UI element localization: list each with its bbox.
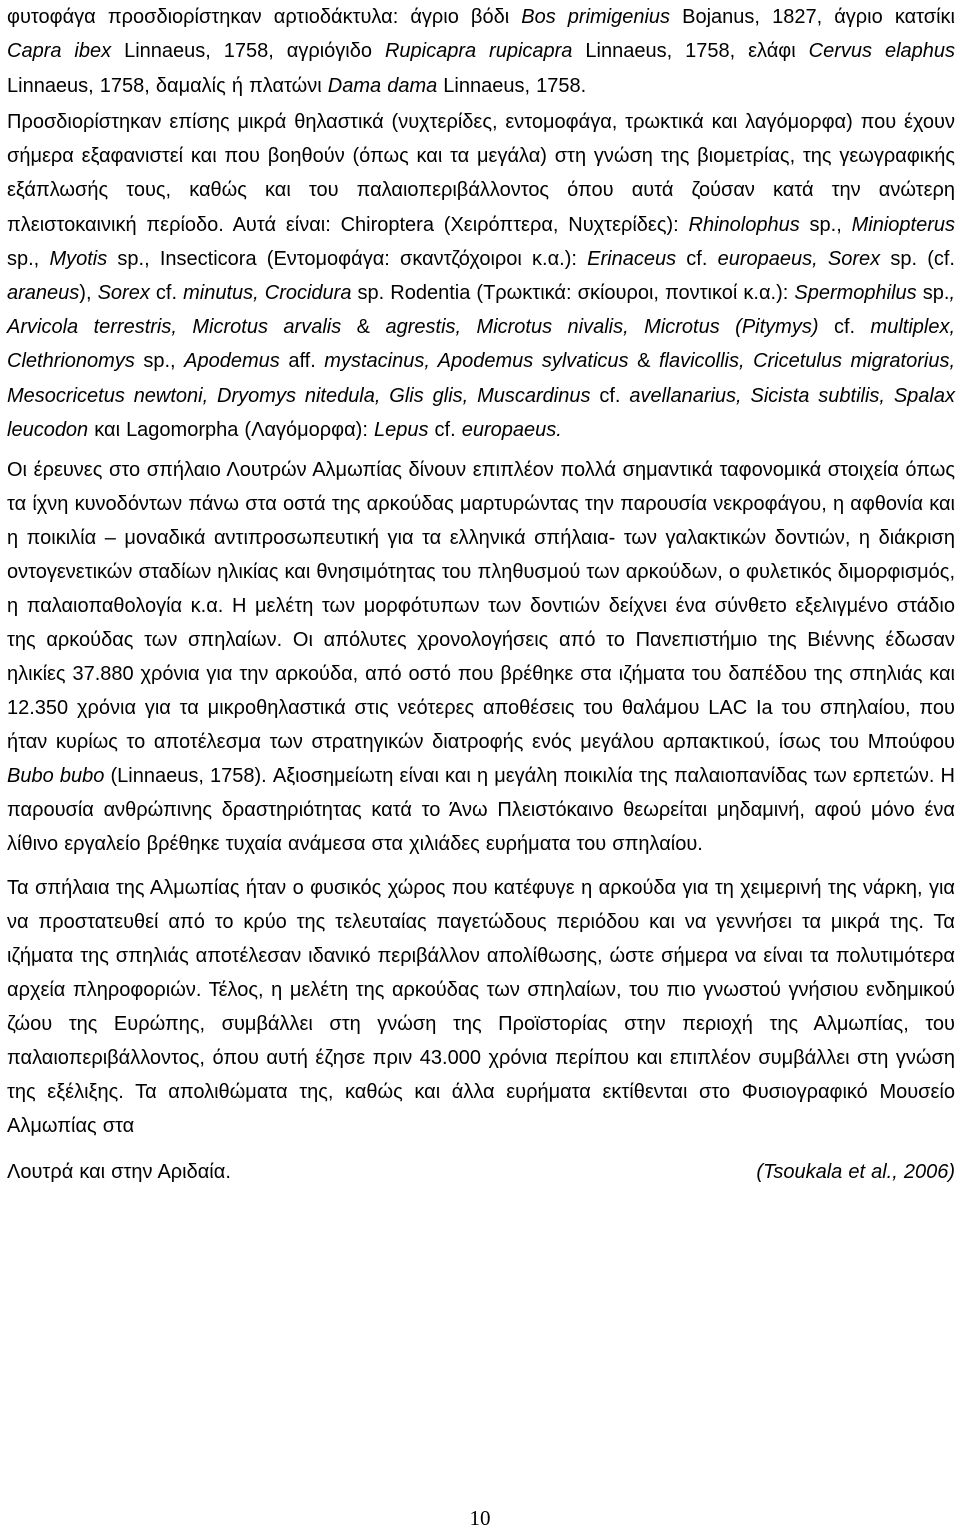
text-run: &: [628, 350, 659, 373]
text-run: Linnaeus, 1758, αγριόγιδο: [111, 40, 385, 63]
final-line-text: Λουτρά και στην Αριδαία.: [7, 1160, 231, 1183]
text-run: sp.,: [134, 350, 185, 373]
italic-run: Miniopterus: [851, 213, 955, 236]
italic-run: Bubo bubo: [7, 764, 105, 787]
italic-run: Cervus elaphus: [808, 40, 956, 63]
italic-run: Rhinolophus: [688, 213, 800, 236]
text-run: sp. (cf.: [880, 247, 955, 270]
text-run: (Linnaeus, 1758). Αξιοσημείωτη είναι και η μεγάλη ποικιλία της παλαιοπανίδας των ερπετών. Η παρουσία ανθρώπινης δραστηριότητας κατά το Άνω Πλειστόκαινο θεωρείται μηδαμινή, αφού μόνο ένα λίθινο εργαλείο βρέθηκε τυχαία ανάμεσα στα χιλιάδες ευρήματα του σπηλαίου.: [7, 764, 955, 855]
italic-run: flavicollis, Cricetulus migratorius, Mesocricetus newtoni, Dryomys nitedula, Glis glis, Muscardinus: [7, 350, 955, 407]
text-run: φυτοφάγα προσδιορίστηκαν αρτιοδάκτυλα: άγριο βόδι: [7, 6, 522, 28]
text-run: Bojanus, 1827, άγριο κατσίκι: [670, 6, 955, 28]
text-run: cf.: [676, 247, 718, 270]
text-run: sp.: [916, 281, 950, 304]
paragraph-final-line: [7, 1155, 955, 1189]
italic-run: Erinaceus: [587, 247, 677, 270]
italic-run: Bos primigenius: [521, 6, 671, 28]
italic-run: Rupicapra rupicapra: [384, 40, 573, 63]
text-run: Linnaeus, 1758, ελάφι: [572, 40, 809, 63]
document-page: [7, 0, 955, 1189]
italic-run: Lepus: [373, 418, 429, 441]
text-run: Οι έρευνες στο σπήλαιο Λουτρών Αλμωπίας δίνουν επιπλέον πολλά σημαντικά ταφονομικά στοιχεία όπως τα ίχνη κυνοδόντων πάνω στα οστά της αρκούδας μαρτυρώντας την παρουσία νεκροφάγου, η αφθονία και η ποικιλία – μοναδικά αντιπροσωπευτική για τα ελληνικά σπήλαια- των γαλακτικών δοντιών, η διάκριση οντογενετικών σταδίων ηλικίας και θνησιμότητας του πληθυσμού των αρκούδων, ο φυλετικός διμορφισμός, η παλαιοπαθολογία κ.α. Η μελέτη των μορφότυπων των δοντιών δείχνει ένα σύνθετο εξελιγμένο στάδιο της αρκούδας των σπηλαίων. Οι απόλυτες χρονολογήσεις από το Πανεπιστήμιο της Βιέννης έδωσαν ηλικίες 37.880 χρόνια για την αρκούδα, από οστό που βρέθηκε στα ιζήματα του δαπέδου της σπηλιάς και 12.350 χρόνια για τα μικροθηλαστικά στις νεότερες αποθέσεις του θαλάμου LAC Ia του σπηλαίου, που ήταν κυρίως το αποτέλεσμα των στρατηγικών διατροφής ενός μεγάλου αρπακτικού, ίσως του Μπούφου: [7, 458, 955, 753]
text-run: cf.: [149, 281, 184, 304]
page-number: 10: [469, 1506, 491, 1530]
italic-run: multiplex, Clethrionomys: [7, 316, 956, 373]
text-run: sp.,: [799, 213, 852, 236]
italic-run: Myotis: [49, 247, 108, 270]
italic-run: araneus: [7, 281, 80, 304]
paragraph-cave-bear: Τα σπήλαια της Αλμωπίας ήταν ο φυσικός χώρος που κατέφυγε η αρκούδα για τη χειμερινή της νάρκη, για να προστατευθεί από το κρύο της τελευταίας παγετώδους περιόδου και να γεννήσει τα μικρά της. Τα ιζήματα της σπηλιάς αποτέλεσαν ιδανικό περιβάλλον απολίθωσης, ώστε σήμερα να είναι τα πολυτιμότερα αρχεία πληροφοριών. Τέλος, η μελέτη της αρκούδας των σπηλαίων, του πιο γνωστού γνήσιου ενδημικού ζώου της Ευρώπης, συμβάλλει στη γνώση της Προϊστορίας στην περιοχή της Αλμωπίας, του παλαιοπεριβάλλοντος, όπου αυτή έζησε πριν 43.000 χρόνια περίπου και επιπλέον συμβάλλει στη γνώση της εξέλιξης. Τα απολιθώματα της, καθώς και άλλα ευρήματα εκτίθενται στο Φυσιογραφικό Μουσείο Αλμωπίας στα: [7, 876, 955, 1137]
italic-run: Spermophilus: [794, 281, 917, 304]
italic-run: europaeus, Sorex: [717, 247, 881, 270]
text-run: cf.: [818, 316, 871, 339]
italic-run: europaeus.: [461, 418, 562, 441]
paragraph-taphonomy: [7, 453, 955, 861]
paragraph-herbivores: [7, 0, 955, 103]
italic-run: minutus, Crocidura: [183, 281, 352, 304]
italic-run: agrestis, Microtus nivalis, Microtus (Pitymys): [385, 316, 819, 339]
paragraph-small-mammals: [7, 105, 955, 447]
italic-run: Dama dama: [327, 74, 438, 97]
text-run: Linnaeus, 1758.: [437, 74, 587, 97]
citation: (Tsoukala et al., 2006): [756, 1160, 955, 1183]
text-run: Linnaeus, 1758, δαμαλίς ή πλατώνι: [7, 74, 328, 97]
italic-run: avellanarius, Sicista subtilis, Spalax leucodon: [7, 384, 955, 441]
text-run: sp. Rodentia (Τρωκτικά: σκίουροι, ποντικοί κ.α.):: [351, 281, 795, 304]
text-run: sp., Insecticora (Εντομοφάγα: σκαντζόχοιροι κ.α.):: [107, 247, 588, 270]
text-run: cf.: [590, 384, 630, 407]
italic-run: , Arvicola terrestris, Microtus arvalis: [7, 281, 955, 339]
italic-run: Capra ibex: [7, 40, 112, 63]
text-run: Προσδιορίστηκαν επίσης μικρά θηλαστικά (νυχτερίδες, εντομοφάγα, τρωκτικά και λαγόμορφα) που έχουν σήμερα εξαφανιστεί και που βοηθούν (όπως και τα μεγάλα) στη γνώση της βιομετρίας, της γεωγραφικής εξάπλωσής τους, καθώς και του παλαιοπεριβάλλοντος όπου αυτά ζούσαν κατά την ανώτερη πλειστοκαινική περίοδο. Αυτά είναι: Chiroptera (Χειρόπτερα, Νυχτερίδες):: [7, 110, 955, 236]
italic-run: mystacinus, Apodemus sylvaticus: [324, 350, 629, 373]
text-run: aff.: [279, 350, 325, 373]
text-run: &: [341, 316, 386, 339]
text-run: sp.,: [7, 247, 50, 270]
text-run: και Lagomorpha (Λαγόμορφα):: [88, 418, 374, 441]
italic-run: Sorex: [97, 281, 150, 304]
italic-run: Apodemus: [184, 350, 280, 373]
text-run: ),: [79, 281, 98, 304]
text-run: cf.: [428, 418, 462, 441]
